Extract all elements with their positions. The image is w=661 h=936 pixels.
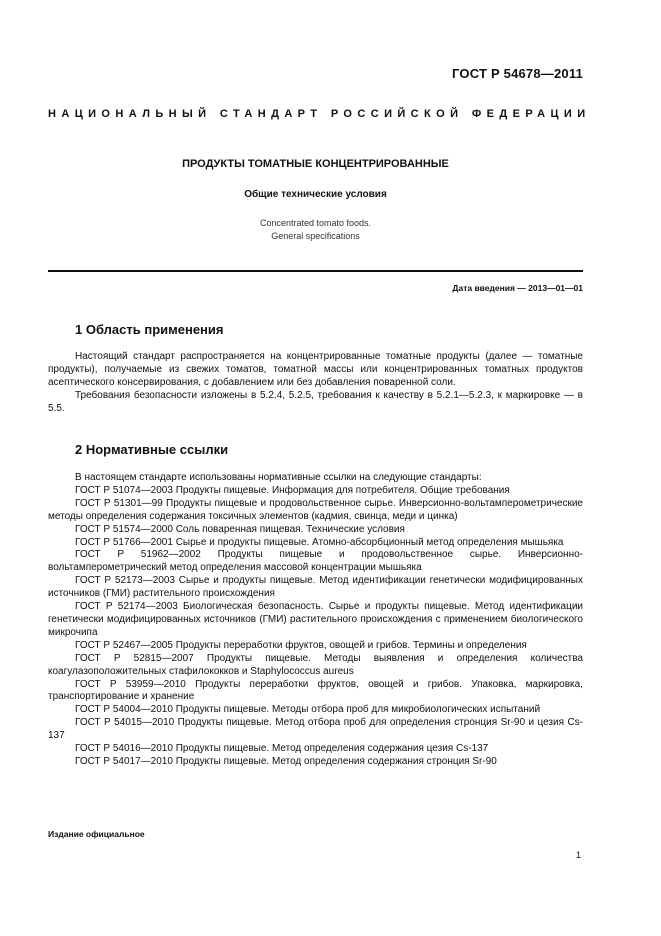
national-standard-banner: НАЦИОНАЛЬНЫЙ СТАНДАРТ РОССИЙСКОЙ ФЕДЕРАЦИИ bbox=[48, 108, 591, 120]
reference-item: ГОСТ Р 52815—2007 Продукты пищевые. Методы выявления и определения количества коагулазоположительных стафилококков и Staphylococcus aureus bbox=[48, 652, 583, 677]
reference-item: ГОСТ Р 53959—2010 Продукты переработки фруктов, овощей и грибов. Упаковка, маркировка, транспортирование и хранение bbox=[48, 678, 583, 703]
section-2-heading: 2 Нормативные ссылки bbox=[75, 442, 229, 457]
official-edition-note: Издание официальное bbox=[48, 829, 145, 839]
reference-item: ГОСТ Р 52467—2005 Продукты переработки фруктов, овощей и грибов. Термины и определения bbox=[75, 639, 527, 651]
reference-item: ГОСТ Р 52174—2003 Биологическая безопасность. Сырье и продукты пищевые. Метод идентификации генетически модифицированных источников (ГМИ) растительного происхождения с применением биологического микрочипа bbox=[48, 601, 583, 638]
reference-item: ГОСТ Р 51962—2002 Продукты пищевые и продовольственное сырье. Инверсионно-вольтамперометрический метод определения массовой концентрации мышьяка bbox=[48, 549, 583, 574]
section-1-paragraph: Настоящий стандарт распространяется на концентрированные томатные продукты (далее — томатные продукты), получаемые из свежих томатов, томатной массы или концентрированных томатных продуктов асептического консервирования, с добавлением или без добавления поваренной соли. bbox=[48, 351, 583, 388]
reference-item: ГОСТ Р 54016—2010 Продукты пищевые. Метод определения содержания цезия Cs-137 bbox=[75, 743, 489, 755]
document-subtitle: Общие технические условия bbox=[244, 189, 387, 200]
section-1-heading: 1 Область применения bbox=[75, 322, 224, 337]
document-title: ПРОДУКТЫ ТОМАТНЫЕ КОНЦЕНТРИРОВАННЫЕ bbox=[182, 158, 449, 170]
section-1-paragraph: Требования безопасности изложены в 5.2.4, 5.2.5, требования к качеству в 5.2.1—5.2.3, к маркировке — в 5.5. bbox=[48, 389, 583, 414]
english-title-line-1: Concentrated tomato foods. bbox=[259, 218, 372, 228]
title-divider bbox=[48, 270, 583, 272]
reference-item: ГОСТ Р 51766—2001 Сырье и продукты пищевые. Атомно-абсорбционный метод определения мышьяка bbox=[75, 536, 564, 548]
reference-item: ГОСТ Р 51301—99 Продукты пищевые и продовольственное сырье. Инверсионно-вольтамперометрические методы определения содержания токсичных элементов (кадмия, свинца, меди и цинка) bbox=[48, 497, 583, 522]
reference-intro: В настоящем стандарте использованы нормативные ссылки на следующие стандарты: bbox=[75, 472, 482, 483]
section-1-body bbox=[48, 351, 583, 416]
introduction-date: Дата введения — 2013—01—01 bbox=[452, 283, 583, 293]
reference-item: ГОСТ Р 52173—2003 Сырье и продукты пищевые. Метод идентификации генетически модифицированных источников (ГМИ) растительного происхождения bbox=[48, 575, 583, 600]
reference-item: ГОСТ Р 54017—2010 Продукты пищевые. Метод определения содержания стронция Sr-90 bbox=[75, 755, 497, 767]
reference-item: ГОСТ Р 51574—2000 Соль поваренная пищевая. Технические условия bbox=[75, 523, 405, 535]
english-title bbox=[48, 217, 583, 243]
reference-item: ГОСТ Р 54015—2010 Продукты пищевые. Метод отбора проб для определения стронция Sr-90 и цезия Cs-137 bbox=[48, 717, 583, 742]
section-2-body bbox=[48, 472, 583, 769]
reference-item: ГОСТ Р 54004—2010 Продукты пищевые. Методы отбора проб для микробиологических испытаний bbox=[75, 704, 541, 716]
page-number: 1 bbox=[575, 850, 581, 860]
reference-item: ГОСТ Р 51074—2003 Продукты пищевые. Информация для потребителя. Общие требования bbox=[75, 484, 510, 496]
english-title-line-2: General specifications bbox=[271, 231, 360, 241]
document-number: ГОСТ Р 54678—2011 bbox=[452, 66, 583, 81]
